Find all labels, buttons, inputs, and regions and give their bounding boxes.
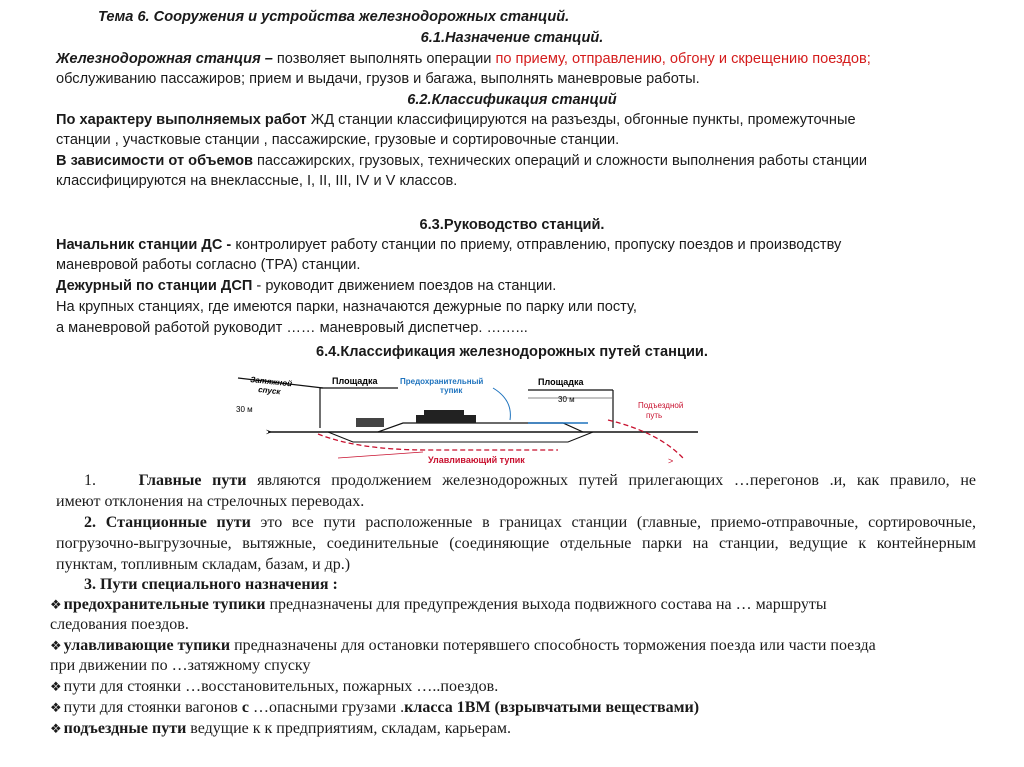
- heading-6-1: 6.1.Назначение станций.: [420, 30, 604, 46]
- bullet-4-bold-c: с: [241, 699, 249, 716]
- bullet-1-line-2: следования поездов.: [50, 616, 189, 633]
- term-station: Железнодорожная станция –: [56, 51, 273, 67]
- volume-bold: В зависимости от объемов: [56, 153, 253, 169]
- volume-line-2: классифицируются на внеклассные, I, II, III, IV и V классов.: [56, 173, 458, 189]
- access-track: [608, 420, 683, 458]
- work-type-text: ЖД станции классифицируются на разъезды, обгонные пункты, промежуточные: [306, 112, 856, 128]
- wagon-icon: [356, 418, 384, 427]
- item-3-bold: Пути специального назначения :: [100, 576, 338, 593]
- bullet-2-line-2: при движении по …затяжному спуску: [50, 657, 311, 674]
- label-podezdnoy-1: Подъездной: [638, 401, 684, 410]
- station-master-line-2: маневровой работы согласно (ТРА) станции.: [56, 257, 361, 273]
- bullet-diamond-icon: ❖: [50, 598, 62, 613]
- item-special-tracks: [56, 576, 338, 594]
- siding-track: [378, 423, 583, 432]
- paragraph-dispatcher: [56, 277, 556, 295]
- paragraph-station-definition: [56, 50, 871, 68]
- item-2-bold: Станционные пути: [105, 514, 251, 531]
- label-predokhr-1: Предохранительный: [400, 377, 484, 386]
- lower-siding: [328, 432, 593, 442]
- bullet-2-bold: улавливающие тупики: [63, 637, 231, 654]
- item-1-num: 1.: [84, 472, 96, 489]
- bullet-diamond-icon: ❖: [50, 639, 62, 654]
- label-zatyazhnoy-1: Затяжной: [249, 375, 293, 389]
- bullet-safety-deadend: [50, 596, 827, 615]
- label-zatyazhnoy-2: спуск: [257, 385, 281, 397]
- heading-6-3: 6.3.Руководство станций.: [419, 217, 605, 233]
- label-ulavlivayushchiy: Улавливающий тупик: [428, 455, 525, 465]
- train-icon: [416, 415, 476, 423]
- item-3-num: 3.: [84, 576, 96, 593]
- paragraph-work-type: [56, 111, 856, 129]
- bullet-4-text-2: …опасными грузами .: [248, 699, 405, 716]
- topic-title: Тема 6. Сооружения и устройства железнодорожных станций.: [98, 9, 570, 25]
- paragraph-large-stations: На крупных станциях, где имеются парки, назначаются дежурные по парку или посту,: [56, 299, 637, 315]
- item-1-line-2: имеют отклонения на стрелочных переводах.: [56, 493, 365, 510]
- item-2-line-3: пунктам, топливным складам, базам, и др.): [56, 556, 351, 573]
- item-2-text: это все пути расположенные в границах станции (главные, приемо-отправочные, сортировочные,: [250, 514, 976, 531]
- bullet-3-text: пути для стоянки …восстановительных, пожарных …..поездов.: [63, 678, 499, 695]
- bullet-access-tracks: [50, 720, 511, 739]
- dispatcher-text: - руководит движением поездов на станции.: [252, 278, 557, 294]
- station-master-bold: Начальник станции ДС -: [56, 237, 232, 253]
- bullet-diamond-icon: ❖: [50, 722, 62, 737]
- catch-arrow: [338, 452, 423, 458]
- access-track-end: >: [668, 456, 674, 466]
- bullet-recovery-trains: [50, 678, 498, 697]
- paragraph-shunting: а маневровой работой руководит …… маневровый диспетчер. ……...: [56, 320, 528, 336]
- bullet-4-text-3: (взрывчатыми веществами): [490, 699, 700, 716]
- item-2-line-2: [56, 535, 976, 553]
- bullet-1-text: предназначены для предупреждения выхода подвижного состава на … маршруты: [265, 596, 827, 613]
- bullet-2-text: предназначены для остановки потерявшего способность торможения поезда или части поезда: [230, 637, 876, 654]
- bullet-4-text: пути для стоянки вагонов: [63, 699, 242, 716]
- item-2-line-2-text: погрузочно-выгрузочные, вытяжные, соединительные (соединяющие отдельные парки на станции, ведущие к контейнерным: [56, 535, 976, 552]
- dispatcher-bold: Дежурный по станции ДСП: [56, 278, 253, 294]
- operations-highlight: по приему, отправлению, обгону и скрещению поездов;: [495, 51, 871, 67]
- label-platform-right: Площадка: [538, 377, 584, 387]
- bullet-5-text: ведущие к к предприятиям, складам, карьерам.: [186, 720, 512, 737]
- bullet-diamond-icon: ❖: [50, 701, 62, 716]
- bullet-catch-deadend: [50, 637, 876, 656]
- bullet-4-class: класса 1ВМ: [404, 699, 491, 716]
- track-end-left: >: [266, 427, 272, 437]
- definition-text: позволяет выполнять операции: [272, 51, 496, 67]
- label-dist-left: 30 м: [236, 405, 253, 414]
- label-platform-left: Площадка: [332, 376, 378, 386]
- label-dist-right: 30 м: [558, 395, 575, 404]
- definition-line-2: обслуживанию пассажиров; прием и выдачи, грузов и багажа, выполнять маневровые работы.: [56, 71, 700, 87]
- item-1-bold: Главные пути: [138, 472, 247, 489]
- track-layout-diagram: [228, 360, 728, 470]
- bullet-5-bold: подъездные пути: [63, 720, 187, 737]
- train-cab-icon: [424, 410, 464, 415]
- work-type-bold: По характеру выполняемых работ: [56, 112, 307, 128]
- work-type-line-2: станции , участковые станции , пассажирские, грузовые и сортировочные станции.: [56, 132, 620, 148]
- station-master-text: контролирует работу станции по приему, отправлению, пропуску поездов и производству: [231, 237, 842, 253]
- bullet-diamond-icon: ❖: [50, 680, 62, 695]
- heading-6-2: 6.2.Классификация станций: [407, 92, 617, 108]
- item-1-text: являются продолжением железнодорожных путей прилегающих …перегонов .и, как правило, не: [246, 472, 977, 489]
- item-2-num: 2.: [84, 514, 96, 531]
- heading-6-4: 6.4.Классификация железнодорожных путей станции.: [316, 344, 708, 360]
- paragraph-station-master: [56, 236, 841, 254]
- predokhr-arrow: [493, 388, 510, 420]
- item-station-tracks: [56, 514, 976, 532]
- paragraph-volume: [56, 152, 867, 170]
- bullet-1-bold: предохранительные тупики: [63, 596, 266, 613]
- bullet-dangerous-goods: [50, 699, 699, 718]
- volume-text: пассажирских, грузовых, технических операций и сложности выполнения работы станции: [252, 153, 868, 169]
- item-main-tracks: [56, 472, 976, 490]
- label-predokhr-2: тупик: [440, 386, 463, 395]
- label-podezdnoy-2: путь: [646, 411, 663, 420]
